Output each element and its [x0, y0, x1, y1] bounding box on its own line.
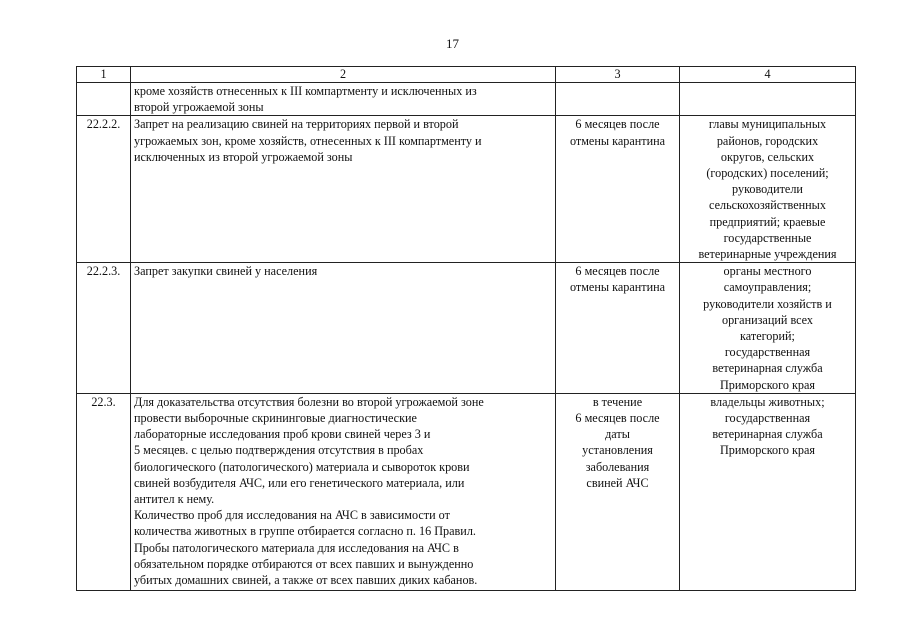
table-header-row [77, 67, 856, 83]
text-line: биологического (патологического) материала и сывороток крови [134, 459, 470, 474]
responsible-line: государственная [724, 411, 811, 426]
term-cell [556, 116, 680, 263]
responsible-line: государственные [723, 230, 812, 245]
text-line: 5 месяцев. с целью подтверждения отсутствия в пробах [134, 443, 424, 458]
responsible-line: районов, городских [716, 133, 819, 148]
responsible-line: ветеринарная служба [712, 427, 823, 442]
text-line: Запрет закупки свиней у населения [134, 264, 318, 279]
text-line: второй угрожаемой зоны [134, 100, 264, 115]
column-header: 4 [680, 67, 856, 83]
responsible-line: государственная [724, 345, 811, 360]
term-line: заболевания [585, 459, 650, 474]
measure-text-cell [131, 116, 556, 263]
text-line: количества животных в группе отбирается согласно п. 16 Правил. [134, 524, 476, 539]
responsible-line: ветеринарная служба [712, 361, 823, 376]
column-header: 2 [131, 67, 556, 83]
text-line: кроме хозяйств отнесенных к III компартменту и исключенных из [134, 84, 477, 98]
table-row [77, 116, 856, 263]
responsible-line: главы муниципальных [708, 117, 827, 132]
responsible-cell [680, 83, 856, 116]
responsible-line: самоуправления; [723, 280, 812, 295]
term-line: отмены карантина [569, 133, 666, 148]
table-row [77, 263, 856, 394]
row-number-cell: 22.3. [77, 393, 131, 590]
responsible-cell [680, 393, 856, 590]
text-line: Для доказательства отсутствия болезни во второй угрожаемой зоне [134, 394, 484, 409]
term-line: 6 месяцев после [575, 117, 660, 132]
responsible-line: ветеринарные учреждения [698, 247, 837, 262]
responsible-line: Приморского края [720, 377, 815, 392]
column-header: 3 [556, 67, 680, 83]
text-line: убитых домашних свиней, а также от всех павших диких кабанов. [134, 573, 478, 588]
responsible-line: организаций всех [721, 312, 814, 327]
text-line: антител к нему. [134, 492, 215, 507]
column-header: 1 [77, 67, 131, 83]
table-row [77, 83, 856, 116]
responsible-line: сельскохозяйственных [709, 198, 826, 213]
responsible-line: Приморского края [720, 443, 815, 458]
text-line: лабораторные исследования проб крови свиней через 3 и [134, 427, 431, 442]
text-line: свиней возбудителя АЧС, или его генетического материала, или [134, 475, 465, 490]
responsible-cell [680, 263, 856, 394]
responsible-cell [680, 116, 856, 263]
term-cell [556, 263, 680, 394]
term-line: отмены карантина [569, 280, 666, 295]
responsible-line: руководители [732, 182, 803, 197]
responsible-line: предприятий; краевые [709, 214, 826, 229]
page-number: 17 [446, 36, 459, 51]
text-line: Пробы патологического материала для исследования на АЧС в [134, 540, 459, 555]
measure-text-cell [131, 263, 556, 394]
responsible-line: органы местного [723, 264, 812, 279]
responsible-line: категорий; [740, 329, 795, 344]
responsible-line: руководители хозяйств и [703, 296, 832, 311]
responsible-line: владельцы животных; [710, 394, 825, 409]
measure-text-cell [131, 83, 556, 116]
row-number-cell: 22.2.2. [77, 116, 131, 263]
measures-table [76, 66, 856, 591]
responsible-line: округов, сельских [720, 149, 815, 164]
text-line: Количество проб для исследования на АЧС в зависимости от [134, 508, 450, 523]
row-number-cell: 22.2.3. [77, 263, 131, 394]
responsible-line: (городских) поселений; [706, 166, 829, 181]
term-line: свиней АЧС [586, 475, 649, 490]
table-row [77, 393, 856, 590]
term-line: в течение [592, 394, 643, 409]
text-line: угрожаемых зон, кроме хозяйств, отнесенных к III компартменту и [134, 133, 482, 148]
term-cell [556, 393, 680, 590]
term-line: 6 месяцев после [575, 264, 660, 279]
term-line: установления [582, 443, 653, 458]
term-line: 6 месяцев после [575, 411, 660, 426]
term-cell [556, 83, 680, 116]
row-number-cell [77, 83, 131, 116]
text-line: исключенных из второй угрожаемой зоны [134, 149, 353, 164]
text-line: Запрет на реализацию свиней на территориях первой и второй [134, 117, 459, 132]
term-line: даты [605, 427, 630, 442]
text-line: обязательном порядке отбираются от всех павших и вынужденно [134, 556, 474, 571]
text-line: провести выборочные скрининговые диагностические [134, 411, 417, 426]
measure-text-cell [131, 393, 556, 590]
